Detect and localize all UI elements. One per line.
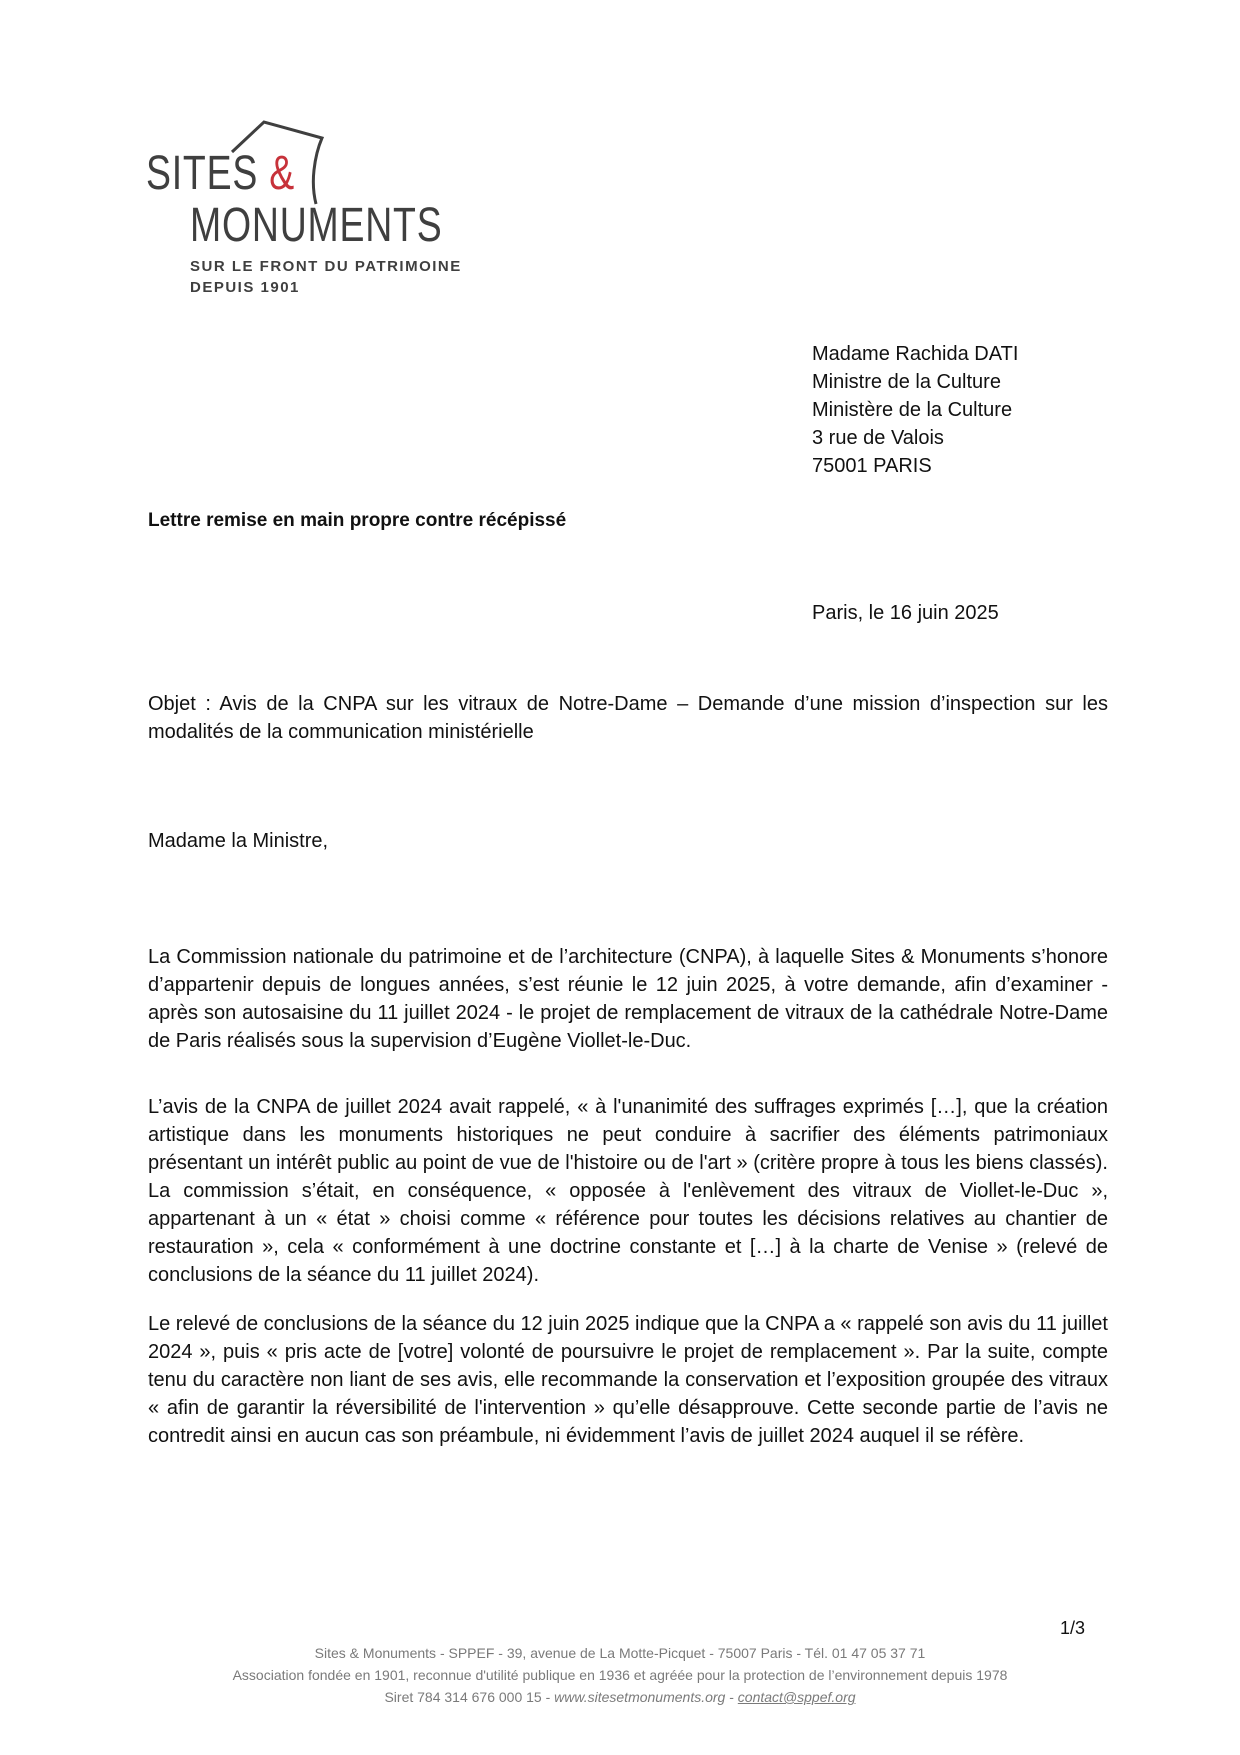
logo-since: DEPUIS 1901	[190, 279, 300, 296]
recipient-address	[812, 340, 1018, 480]
page-number: 1/3	[1060, 1618, 1086, 1638]
sites-monuments-logo	[146, 112, 486, 302]
hand-delivery-notice: Lettre remise en main propre contre récépissé	[148, 510, 567, 531]
recipient-name: Madame Rachida DATI	[812, 343, 1019, 365]
website-link[interactable]: www.sitesetmonuments.org	[554, 1689, 726, 1705]
footer-siret: Siret 784 314 676 000 15 -	[384, 1689, 555, 1705]
logo-word-monuments: MONUMENTS	[190, 199, 443, 252]
salutation: Madame la Ministre,	[148, 830, 329, 852]
recipient-street: 3 rue de Valois	[812, 427, 944, 449]
email-link[interactable]: contact@sppef.org	[737, 1689, 856, 1705]
logo-line1	[146, 146, 295, 201]
logo-tagline: SUR LE FRONT DU PATRIMOINE	[190, 258, 462, 275]
logo-ampersand: &	[269, 147, 296, 200]
recipient-organization: Ministère de la Culture	[812, 399, 1013, 421]
recipient-city: 75001 PARIS	[812, 455, 932, 477]
letter-subject: Objet : Avis de la CNPA sur les vitraux de Notre-Dame – Demande d’une mission d’inspection sur les modalités de la communication ministérielle	[148, 693, 1108, 743]
body-paragraph: Le relevé de conclusions de la séance du 12 juin 2025 indique que la CNPA a « rappelé son avis du 11 juillet 2024 », puis « pris acte de [votre] volonté de poursuivre le projet de remplacement ». Par la suite, compte tenu du caractère non liant de ses avis, elle recommande la conservation et l’exposition groupée des vitraux « afin de garantir la réversibilité de l'intervention » qu’elle désapprouve. Cette seconde partie de l’avis ne contredit ainsi en aucun cas son préambule, ni évidemment l’avis de juillet 2024 auquel il se réfère.	[148, 1313, 1108, 1447]
letter-date: Paris, le 16 juin 2025	[812, 602, 999, 624]
footer-association-info: Association fondée en 1901, reconnue d'utilité publique en 1936 et agréée pour la protection de l’environnement depuis 1978	[232, 1667, 1008, 1683]
body-paragraph: L’avis de la CNPA de juillet 2024 avait rappelé, « à l'unanimité des suffrages exprimés […], que la création artistique dans les monuments historiques ne peut conduire à sacrifier des éléments patrimoniaux présentant un intérêt public au point de vue de l'histoire ou de l'art » (critère propre à tous les biens classés). La commission s’était, en conséquence, « opposée à l'enlèvement des vitraux de Viollet-le-Duc », appartenant à un « état » choisi comme « référence pour toutes les décisions relatives au chantier de restauration », cela « conformément à une doctrine constante et […] à la charte de Venise » (relevé de conclusions de la séance du 11 juillet 2024).	[148, 1096, 1108, 1286]
footer-separator: -	[725, 1689, 738, 1705]
footer-contact-line	[0, 1686, 1240, 1708]
recipient-title: Ministre de la Culture	[812, 371, 1001, 393]
footer-address: Sites & Monuments - SPPEF - 39, avenue de La Motte-Picquet - 75007 Paris - Tél. 01 47 05 37 71	[314, 1645, 926, 1661]
logo-word-sites: SITES	[146, 147, 259, 200]
body-paragraph: La Commission nationale du patrimoine et de l’architecture (CNPA), à laquelle Sites & Monuments s’honore d’appartenir depuis de longues années, s’est réunie le 12 juin 2025, à votre demande, afin d’examiner - après son autosaisine du 11 juillet 2024 - le projet de remplacement de vitraux de la cathédrale Notre-Dame de Paris réalisés sous la supervision d’Eugène Viollet-le-Duc.	[148, 946, 1108, 1052]
letter-footer	[0, 1642, 1240, 1708]
